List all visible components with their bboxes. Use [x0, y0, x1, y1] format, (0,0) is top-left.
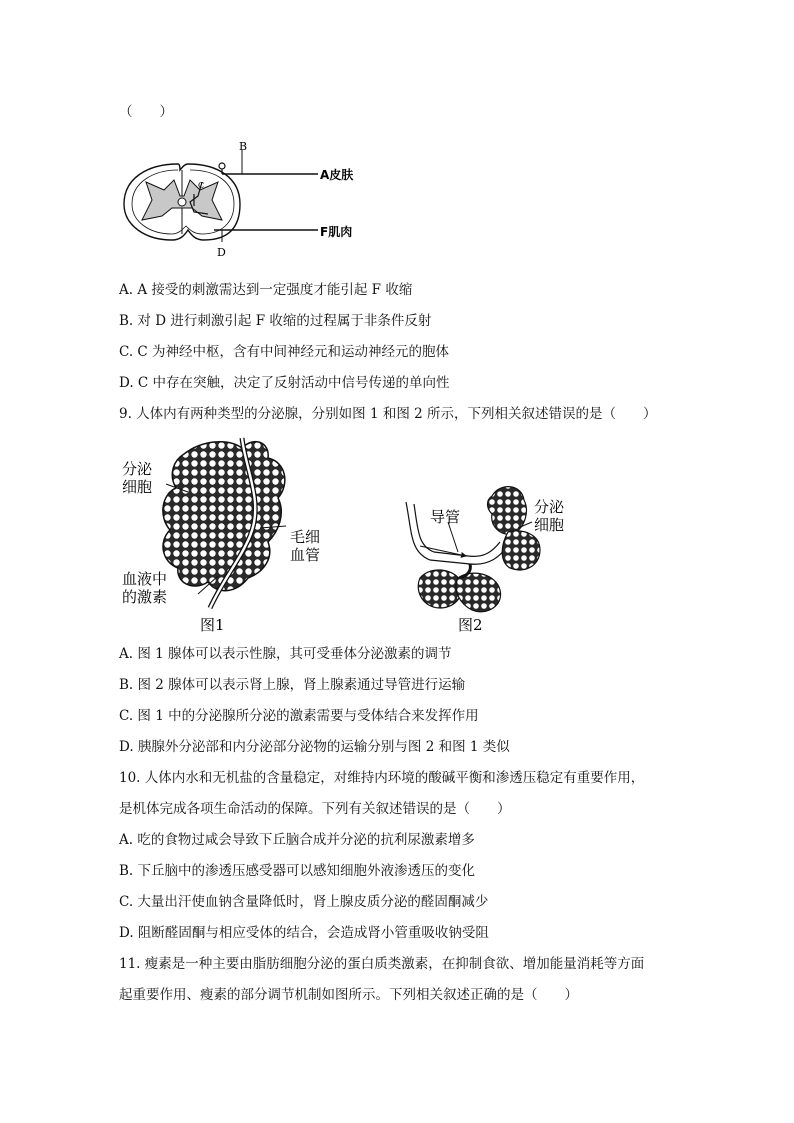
fig1-label-hormone-2: 的激素 [122, 588, 168, 606]
q10-option-b: B. 下丘脑中的渗透压感受器可以感知细胞外液渗透压的变化 [119, 863, 476, 879]
q9-option-c: C. 图 1 中的分泌腺所分泌的激素需要与受体结合来发挥作用 [119, 708, 479, 724]
label-f-muscle: F肌肉 [320, 225, 353, 239]
fig2-label-secretory-cells-2: 细胞 [534, 516, 565, 534]
q10-option-a: A. 吃的食物过咸会导致下丘脑合成并分泌的抗利尿激素增多 [119, 832, 475, 848]
gland-body [163, 442, 285, 591]
fig1-caption: 图1 [200, 616, 225, 634]
label-d: D [217, 246, 226, 259]
fig1-label-secretory-cells-2: 细胞 [122, 478, 153, 496]
q10-stem-line-2: 是机体完成各项生命活动的保障。下列有关叙述错误的是（ ） [119, 801, 511, 817]
fig1-label-secretory-cells-1: 分泌 [122, 460, 153, 478]
q9-option-b: B. 图 2 腺体可以表示肾上腺，肾上腺素通过导管进行运输 [119, 677, 466, 693]
label-a-skin: A皮肤 [320, 168, 354, 182]
q9-stem: 9. 人体内有两种类型的分泌腺，分别如图 1 和图 2 所示，下列相关叙述错误的是（ ） [119, 406, 657, 422]
q8-answer-paren: （ ） [119, 104, 173, 120]
fig2-label-duct: 导管 [430, 508, 461, 526]
fig2-label-secretory-cells-1: 分泌 [534, 498, 565, 516]
fig1-label-capillary-2: 血管 [290, 546, 321, 564]
q10-stem-line-1: 10. 人体内水和无机盐的含量稳定，对维持内环境的酸碱平衡和渗透压稳定有重要作用， [119, 770, 645, 786]
q10-option-c: C. 大量出汗使血钠含量降低时，肾上腺皮质分泌的醛固酮减少 [119, 894, 489, 910]
q8-option-c: C. C 为神经中枢，含有中间神经元和运动神经元的胞体 [119, 344, 450, 360]
spinal-cord-figure [118, 138, 368, 262]
q11-stem-line-2: 起重要作用、瘦素的部分调节机制如图所示。下列相关叙述正确的是（ ） [119, 987, 578, 1003]
q11-stem-line-1: 11. 瘦素是一种主要由脂肪细胞分泌的蛋白质类激素，在抑制食欲、增加能量消耗等方面 [119, 956, 645, 972]
label-b: B [239, 140, 248, 153]
q8-option-a: A. A 接受的刺激需达到一定强度才能引起 F 收缩 [119, 282, 413, 298]
q9-option-a: A. 图 1 腺体可以表示性腺，其可受垂体分泌激素的调节 [119, 646, 452, 662]
q8-option-d: D. C 中存在突触，决定了反射活动中信号传递的单向性 [119, 375, 450, 391]
q10-option-d: D. 阻断醛固酮与相应受体的结合，会造成肾小管重吸收钠受阻 [119, 925, 489, 941]
q9-option-d: D. 胰腺外分泌部和内分泌部分泌物的运输分别与图 2 和图 1 类似 [119, 739, 510, 755]
fig2-caption: 图2 [458, 616, 483, 634]
figure-2-exocrine-gland [400, 482, 600, 638]
fig1-label-capillary-1: 毛细 [290, 528, 321, 546]
q8-option-b: B. 对 D 进行刺激引起 F 收缩的过程属于非条件反射 [119, 313, 432, 329]
fig1-label-hormone-1: 血液中 [122, 570, 168, 588]
label-c: C [198, 181, 205, 190]
figure-1-endocrine-gland [118, 432, 348, 638]
